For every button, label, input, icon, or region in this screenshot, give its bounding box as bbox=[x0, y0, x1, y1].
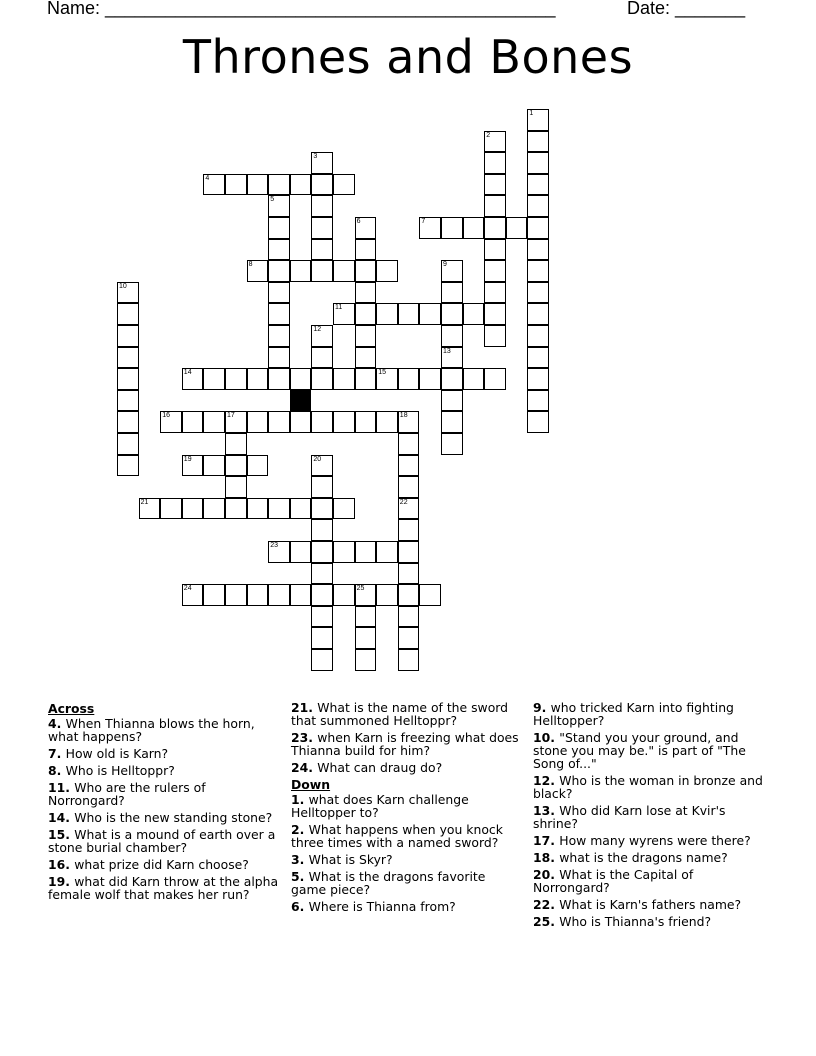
across-clue bbox=[48, 781, 280, 807]
clue-text: Where is Thianna from? bbox=[308, 899, 456, 914]
down-clue bbox=[291, 793, 523, 819]
grid-cell[interactable] bbox=[203, 174, 225, 196]
grid-cell[interactable] bbox=[333, 174, 355, 196]
clue-number: 7 bbox=[421, 218, 426, 225]
clue-number: 19 bbox=[183, 455, 192, 463]
grid-cell[interactable] bbox=[419, 584, 441, 606]
grid-cell[interactable] bbox=[441, 390, 463, 412]
grid-cell[interactable] bbox=[311, 325, 333, 347]
grid-cell[interactable] bbox=[117, 325, 139, 347]
grid-cell[interactable] bbox=[527, 152, 549, 174]
down-clue bbox=[533, 868, 765, 894]
grid-cell[interactable] bbox=[441, 325, 463, 347]
grid-cell[interactable] bbox=[484, 303, 506, 325]
grid-cell[interactable] bbox=[376, 411, 398, 433]
grid-cell[interactable] bbox=[398, 411, 420, 433]
across-clue bbox=[291, 701, 523, 727]
clue-text: What is a mound of earth over a stone burial chamber? bbox=[48, 827, 276, 855]
clue-text: What is the Capital of Norrongard? bbox=[533, 867, 694, 895]
grid-cell[interactable] bbox=[247, 498, 269, 520]
grid-cell[interactable] bbox=[441, 368, 463, 390]
grid-cell[interactable] bbox=[203, 498, 225, 520]
grid-cell[interactable] bbox=[398, 563, 420, 585]
grid-cell[interactable] bbox=[355, 584, 377, 606]
clue-text: what prize did Karn choose? bbox=[74, 857, 249, 872]
across-clue bbox=[291, 761, 523, 774]
grid-cell[interactable] bbox=[527, 282, 549, 304]
grid-cell[interactable] bbox=[225, 584, 247, 606]
clue-number: 13 bbox=[443, 347, 451, 355]
clue-number: 10 bbox=[119, 282, 127, 290]
grid-cell[interactable] bbox=[333, 368, 355, 390]
grid-cell[interactable] bbox=[527, 411, 549, 433]
clue-text: What is Karn's fathers name? bbox=[559, 897, 742, 912]
grid-cell[interactable] bbox=[290, 368, 312, 390]
grid-cell[interactable] bbox=[182, 498, 204, 520]
grid-cell[interactable] bbox=[247, 260, 269, 282]
grid-cell[interactable] bbox=[355, 239, 377, 261]
down-clue bbox=[533, 731, 765, 770]
date-line: Date: _______ bbox=[627, 0, 746, 18]
grid-cell[interactable] bbox=[355, 217, 377, 239]
clue-number: 20 bbox=[313, 455, 322, 463]
clue-number: 18 bbox=[399, 412, 408, 420]
grid-cell[interactable] bbox=[311, 627, 333, 649]
grid-cell[interactable] bbox=[311, 584, 333, 606]
grid-cell[interactable] bbox=[527, 303, 549, 325]
grid-cell[interactable] bbox=[311, 239, 333, 261]
grid-cell[interactable] bbox=[484, 131, 506, 153]
clue-text: Who is the woman in bronze and black? bbox=[533, 773, 763, 801]
clue-num: 1. bbox=[291, 792, 309, 807]
grid-cell[interactable] bbox=[527, 217, 549, 239]
grid-cell[interactable] bbox=[355, 282, 377, 304]
clue-number: 16 bbox=[162, 412, 170, 420]
down-clue bbox=[291, 853, 523, 866]
grid-cell[interactable] bbox=[355, 325, 377, 347]
grid-cell[interactable] bbox=[419, 217, 441, 239]
grid-cell[interactable] bbox=[527, 174, 549, 196]
grid-cell[interactable] bbox=[463, 303, 485, 325]
grid-cell[interactable] bbox=[225, 174, 247, 196]
grid-cell[interactable] bbox=[203, 411, 225, 433]
grid-cell[interactable] bbox=[182, 368, 204, 390]
clue-number: 2 bbox=[486, 131, 491, 139]
grid-cell[interactable] bbox=[398, 433, 420, 455]
clue-num: 17. bbox=[533, 833, 560, 848]
clue-number: 24 bbox=[183, 585, 192, 593]
grid-cell[interactable] bbox=[225, 368, 247, 390]
grid-cell[interactable] bbox=[333, 303, 355, 325]
grid-cell[interactable] bbox=[182, 411, 204, 433]
clues-column-1 bbox=[48, 702, 280, 905]
clue-number: 4 bbox=[205, 174, 210, 182]
clue-text: How many wyrens were there? bbox=[559, 833, 751, 848]
grid-cell[interactable] bbox=[311, 455, 333, 477]
name-line: Name: _____________________________________________ bbox=[47, 0, 556, 18]
across-clue bbox=[291, 731, 523, 757]
across-clue bbox=[48, 828, 280, 854]
grid-cell[interactable] bbox=[268, 541, 290, 563]
clue-text: who tricked Karn into fighting Helltopper? bbox=[533, 700, 734, 728]
clue-num: 4. bbox=[48, 716, 66, 731]
clue-number: 8 bbox=[248, 261, 253, 269]
clue-text: What is the name of the sword that summoned Helltoppr? bbox=[291, 700, 509, 728]
grid-cell[interactable] bbox=[311, 519, 333, 541]
grid-cell[interactable] bbox=[225, 476, 247, 498]
grid-cell[interactable] bbox=[311, 174, 333, 196]
grid-cell[interactable] bbox=[355, 627, 377, 649]
grid-cell[interactable] bbox=[268, 195, 290, 217]
black-square bbox=[290, 390, 312, 412]
clue-number: 3 bbox=[313, 153, 318, 161]
grid-cell[interactable] bbox=[355, 347, 377, 369]
clue-text: When Thianna blows the horn, what happens? bbox=[48, 716, 255, 744]
clue-num: 6. bbox=[291, 899, 309, 914]
grid-cell[interactable] bbox=[398, 519, 420, 541]
grid-cell[interactable] bbox=[398, 584, 420, 606]
clue-num: 20. bbox=[533, 867, 560, 882]
grid-cell[interactable] bbox=[355, 649, 377, 671]
clue-number: 5 bbox=[270, 196, 275, 204]
grid-cell[interactable] bbox=[311, 368, 333, 390]
clue-text: Who did Karn lose at Kvir's shrine? bbox=[533, 803, 726, 831]
clues-column-2 bbox=[291, 701, 523, 917]
grid-cell[interactable] bbox=[225, 455, 247, 477]
grid-cell[interactable] bbox=[376, 584, 398, 606]
grid-cell[interactable] bbox=[419, 368, 441, 390]
down-clue bbox=[533, 834, 765, 847]
clue-text: What happens when you knock three times with a named sword? bbox=[291, 822, 503, 850]
clue-num: 10. bbox=[533, 730, 560, 745]
clue-num: 22. bbox=[533, 897, 560, 912]
grid-cell[interactable] bbox=[398, 627, 420, 649]
grid-cell[interactable] bbox=[441, 217, 463, 239]
clue-num: 3. bbox=[291, 852, 309, 867]
clue-text: Who is the new standing stone? bbox=[74, 810, 273, 825]
clue-num: 25. bbox=[533, 914, 560, 929]
grid-cell[interactable] bbox=[506, 217, 528, 239]
grid-cell[interactable] bbox=[268, 584, 290, 606]
grid-cell[interactable] bbox=[311, 476, 333, 498]
grid-cell[interactable] bbox=[268, 411, 290, 433]
clue-num: 9. bbox=[533, 700, 551, 715]
grid-cell[interactable] bbox=[527, 195, 549, 217]
grid-cell[interactable] bbox=[311, 606, 333, 628]
grid-cell[interactable] bbox=[203, 368, 225, 390]
grid-cell[interactable] bbox=[441, 260, 463, 282]
grid-cell[interactable] bbox=[441, 282, 463, 304]
clue-text: How old is Karn? bbox=[65, 746, 169, 761]
grid-cell[interactable] bbox=[484, 368, 506, 390]
grid-cell[interactable] bbox=[268, 498, 290, 520]
grid-cell[interactable] bbox=[311, 649, 333, 671]
grid-cell[interactable] bbox=[311, 260, 333, 282]
across-clue bbox=[48, 764, 280, 777]
across-clue bbox=[48, 747, 280, 760]
clue-text: what did Karn throw at the alpha female wolf that makes her run? bbox=[48, 874, 279, 902]
grid-cell[interactable] bbox=[311, 152, 333, 174]
grid-cell[interactable] bbox=[355, 303, 377, 325]
grid-cell[interactable] bbox=[355, 541, 377, 563]
grid-cell[interactable] bbox=[311, 347, 333, 369]
clue-number: 15 bbox=[378, 369, 386, 377]
clue-number: 21 bbox=[140, 498, 149, 506]
grid-cell[interactable] bbox=[419, 303, 441, 325]
grid-cell[interactable] bbox=[398, 476, 420, 498]
clue-text: What can draug do? bbox=[317, 760, 443, 775]
grid-cell[interactable] bbox=[333, 584, 355, 606]
grid-cell[interactable] bbox=[182, 584, 204, 606]
clue-num: 5. bbox=[291, 869, 309, 884]
down-clue bbox=[533, 851, 765, 864]
grid-cell[interactable] bbox=[290, 174, 312, 196]
grid-cell[interactable] bbox=[527, 347, 549, 369]
clue-num: 23. bbox=[291, 730, 318, 745]
grid-cell[interactable] bbox=[247, 174, 269, 196]
grid-cell[interactable] bbox=[484, 217, 506, 239]
down-clue bbox=[533, 701, 765, 727]
grid-cell[interactable] bbox=[398, 368, 420, 390]
clue-text: when Karn is freezing what does Thianna build for him? bbox=[291, 730, 519, 758]
clue-num: 13. bbox=[533, 803, 560, 818]
grid-cell[interactable] bbox=[117, 347, 139, 369]
grid-cell[interactable] bbox=[376, 368, 398, 390]
down-clue bbox=[533, 804, 765, 830]
grid-cell[interactable] bbox=[247, 411, 269, 433]
grid-cell[interactable] bbox=[484, 239, 506, 261]
clue-num: 24. bbox=[291, 760, 318, 775]
grid-cell[interactable] bbox=[117, 390, 139, 412]
grid-cell[interactable] bbox=[203, 584, 225, 606]
grid-cell[interactable] bbox=[441, 347, 463, 369]
grid-cell[interactable] bbox=[268, 239, 290, 261]
clue-number: 12 bbox=[313, 326, 322, 333]
grid-cell[interactable] bbox=[290, 584, 312, 606]
grid-cell[interactable] bbox=[117, 303, 139, 325]
grid-cell[interactable] bbox=[355, 368, 377, 390]
grid-cell[interactable] bbox=[311, 411, 333, 433]
grid-cell[interactable] bbox=[527, 239, 549, 261]
clue-text: what is the dragons name? bbox=[559, 850, 728, 865]
grid-cell[interactable] bbox=[117, 433, 139, 455]
clue-number: 6 bbox=[356, 218, 361, 225]
grid-cell[interactable] bbox=[333, 411, 355, 433]
clue-num: 14. bbox=[48, 810, 75, 825]
clue-number: 25 bbox=[356, 585, 365, 593]
grid-cell[interactable] bbox=[484, 325, 506, 347]
grid-cell[interactable] bbox=[290, 411, 312, 433]
clue-text: Who are the rulers of Norrongard? bbox=[48, 780, 206, 808]
grid-cell[interactable] bbox=[355, 260, 377, 282]
grid-cell[interactable] bbox=[484, 260, 506, 282]
grid-cell[interactable] bbox=[117, 411, 139, 433]
grid-cell[interactable] bbox=[398, 303, 420, 325]
grid-cell[interactable] bbox=[333, 541, 355, 563]
grid-cell[interactable] bbox=[247, 455, 269, 477]
across-heading: Across bbox=[48, 701, 95, 716]
grid-cell[interactable] bbox=[311, 217, 333, 239]
page-title: Thrones and Bones bbox=[182, 30, 634, 84]
clues-column-3 bbox=[533, 701, 765, 932]
grid-cell[interactable] bbox=[290, 541, 312, 563]
grid-cell[interactable] bbox=[484, 152, 506, 174]
grid-cell[interactable] bbox=[311, 498, 333, 520]
grid-cell[interactable] bbox=[355, 411, 377, 433]
grid-cell[interactable] bbox=[398, 455, 420, 477]
clue-text: What is the dragons favorite game piece? bbox=[291, 869, 486, 897]
down-clue bbox=[533, 915, 765, 928]
down-clue bbox=[533, 774, 765, 800]
grid-cell[interactable] bbox=[376, 303, 398, 325]
across-clue bbox=[48, 811, 280, 824]
across-clue bbox=[48, 717, 280, 743]
grid-cell[interactable] bbox=[484, 195, 506, 217]
clue-num: 11. bbox=[48, 780, 75, 795]
clue-num: 18. bbox=[533, 850, 560, 865]
grid-cell[interactable] bbox=[376, 541, 398, 563]
clue-text: Who is Thianna's friend? bbox=[559, 914, 712, 929]
grid-cell[interactable] bbox=[333, 498, 355, 520]
grid-cell[interactable] bbox=[441, 411, 463, 433]
grid-cell[interactable] bbox=[268, 260, 290, 282]
clue-number: 23 bbox=[270, 542, 278, 549]
grid-cell[interactable] bbox=[268, 303, 290, 325]
down-clue bbox=[291, 900, 523, 913]
grid-cell[interactable] bbox=[247, 584, 269, 606]
clue-num: 16. bbox=[48, 857, 75, 872]
grid-cell[interactable] bbox=[225, 433, 247, 455]
grid-cell[interactable] bbox=[225, 498, 247, 520]
grid-cell[interactable] bbox=[203, 455, 225, 477]
grid-cell[interactable] bbox=[484, 282, 506, 304]
clue-number: 9 bbox=[443, 261, 447, 269]
clue-num: 15. bbox=[48, 827, 75, 842]
grid-cell[interactable] bbox=[311, 563, 333, 585]
grid-cell[interactable] bbox=[290, 498, 312, 520]
grid-cell[interactable] bbox=[268, 174, 290, 196]
grid-cell[interactable] bbox=[160, 411, 182, 433]
clue-num: 7. bbox=[48, 746, 66, 761]
clue-num: 2. bbox=[291, 822, 309, 837]
grid-cell[interactable] bbox=[117, 282, 139, 304]
grid-cell[interactable] bbox=[117, 368, 139, 390]
grid-cell[interactable] bbox=[355, 606, 377, 628]
grid-cell[interactable] bbox=[268, 347, 290, 369]
clue-number: 22 bbox=[399, 498, 408, 506]
grid-cell[interactable] bbox=[398, 498, 420, 520]
grid-cell[interactable] bbox=[268, 325, 290, 347]
grid-cell[interactable] bbox=[441, 303, 463, 325]
grid-cell[interactable] bbox=[527, 109, 549, 131]
across-clue bbox=[48, 875, 280, 901]
grid-cell[interactable] bbox=[160, 498, 182, 520]
clue-num: 8. bbox=[48, 763, 66, 778]
clue-number: 11 bbox=[335, 304, 343, 312]
grid-cell[interactable] bbox=[463, 368, 485, 390]
down-heading: Down bbox=[291, 777, 331, 792]
grid-cell[interactable] bbox=[484, 174, 506, 196]
clue-text: "Stand you your ground, and stone you may be." is part of "The Song of..." bbox=[533, 730, 746, 771]
grid-cell[interactable] bbox=[527, 260, 549, 282]
grid-cell[interactable] bbox=[268, 217, 290, 239]
grid-cell[interactable] bbox=[290, 260, 312, 282]
grid-cell[interactable] bbox=[225, 411, 247, 433]
clue-number: 17 bbox=[227, 412, 235, 420]
clue-text: Who is Helltoppr? bbox=[65, 763, 175, 778]
grid-cell[interactable] bbox=[139, 498, 161, 520]
down-clue bbox=[291, 823, 523, 849]
down-clue bbox=[291, 870, 523, 896]
grid-cell[interactable] bbox=[463, 217, 485, 239]
clue-text: what does Karn challenge Helltopper to? bbox=[291, 792, 469, 820]
grid-cell[interactable] bbox=[527, 390, 549, 412]
grid-cell[interactable] bbox=[333, 260, 355, 282]
grid-cell[interactable] bbox=[182, 455, 204, 477]
clue-num: 12. bbox=[533, 773, 560, 788]
across-clue bbox=[48, 858, 280, 871]
grid-cell[interactable] bbox=[441, 433, 463, 455]
grid-cell[interactable] bbox=[311, 541, 333, 563]
grid-cell[interactable] bbox=[311, 195, 333, 217]
clue-number: 14 bbox=[183, 369, 192, 377]
clue-num: 19. bbox=[48, 874, 75, 889]
grid-cell[interactable] bbox=[398, 541, 420, 563]
grid-cell[interactable] bbox=[117, 455, 139, 477]
grid-cell[interactable] bbox=[247, 368, 269, 390]
grid-cell[interactable] bbox=[527, 325, 549, 347]
down-clue bbox=[533, 898, 765, 911]
clue-number: 1 bbox=[529, 110, 534, 117]
grid-cell[interactable] bbox=[376, 260, 398, 282]
clue-num: 21. bbox=[291, 700, 318, 715]
grid-cell[interactable] bbox=[268, 282, 290, 304]
clue-text: What is Skyr? bbox=[308, 852, 393, 867]
grid-cell[interactable] bbox=[398, 649, 420, 671]
grid-cell[interactable] bbox=[527, 368, 549, 390]
grid-cell[interactable] bbox=[268, 368, 290, 390]
grid-cell[interactable] bbox=[398, 606, 420, 628]
grid-cell[interactable] bbox=[527, 131, 549, 153]
